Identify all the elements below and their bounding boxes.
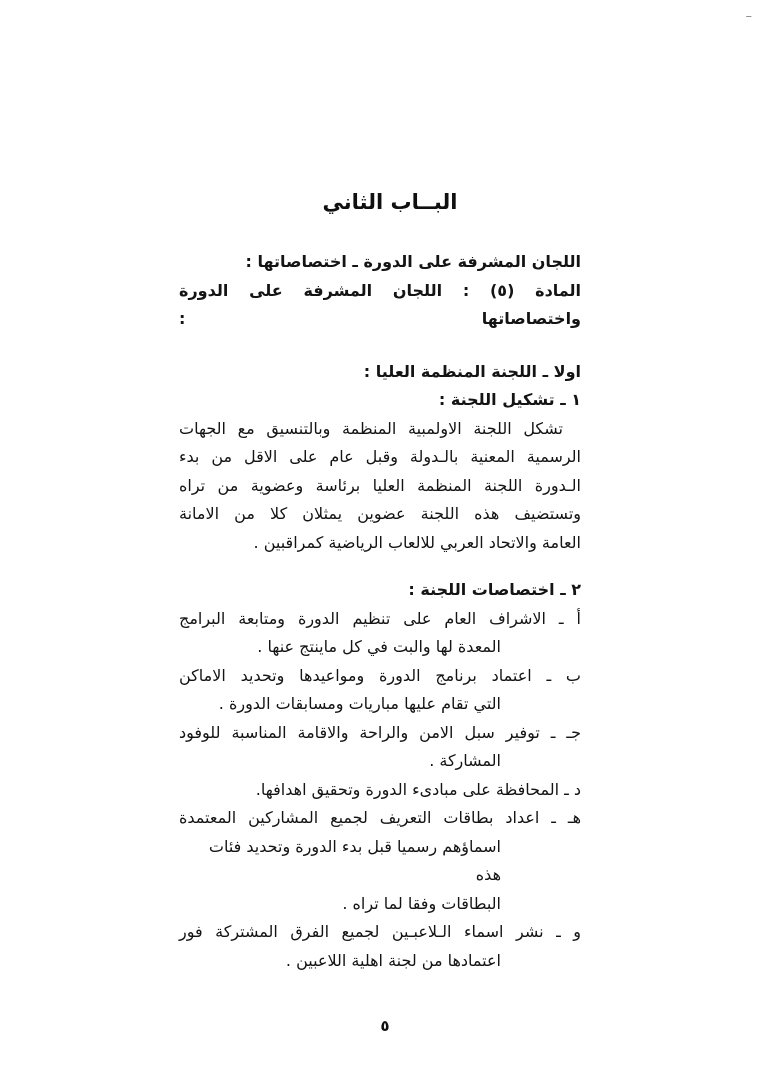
corner-dash-mark: –	[745, 9, 752, 24]
formation-paragraph-line: الـدورة اللجنة المنظمة العليا برئاسة وعضوية من تراه	[179, 475, 581, 495]
supervising-committees-heading: اللجان المشرفة على الدورة ـ اختصاصاتها :	[245, 252, 581, 271]
first-supreme-committee-heading: اولا ـ اللجنة المنظمة العليا :	[363, 361, 581, 381]
competence-item-j-line: جـ ـ توفير سبل الامن والراحة والاقامة المناسبة للوفود	[179, 722, 581, 742]
article-5-heading: المادة (٥) : اللجان المشرفة على الدورة واختصاصاتها :	[179, 280, 582, 328]
competence-item-h-line: البطاقات وفقا لما تراه .	[342, 893, 501, 913]
committee-competences-heading: ٢ ـ اختصاصات اللجنة :	[408, 580, 581, 599]
formation-paragraph-line: تشكل اللجنة الاولمبية المنظمة وبالتنسيق مع الجهات	[179, 418, 563, 438]
competence-item-h-line: اسماؤهم رسميا قبل بدء الدورة وتحديد فئات هذه	[208, 836, 501, 884]
formation-paragraph-line: وتستضيف هذه اللجنة عضوين يمثلان كلا من الامانة	[179, 504, 581, 523]
competence-item-b-line: التي تقام عليها مباريات ومسابقات الدورة .	[218, 694, 501, 713]
competence-item-j-line: المشاركة .	[429, 751, 501, 770]
page-number: ٥	[380, 1017, 390, 1035]
competence-item-a-line: أ ـ الاشراف العام على تنظيم الدورة ومتابعة البرامج	[179, 608, 581, 628]
competence-item-w-line: اعتمادها من لجنة اهلية اللاعبين .	[285, 950, 501, 970]
competence-item-h-line: هـ ـ اعداد بطاقات التعريف لجميع المشاركين المعتمدة	[179, 808, 581, 827]
chapter-title: البــاب الثاني	[322, 190, 458, 214]
document-body	[179, 248, 581, 975]
formation-paragraph-line: العامة والاتحاد العربي للالعاب الرياضية كمراقبين .	[253, 532, 581, 552]
committee-formation-heading: ١ ـ تشكيل اللجنة :	[438, 390, 581, 409]
competence-item-a-line: المعدة لها والبت في كل ماينتج عنها .	[257, 637, 501, 656]
formation-paragraph-line: الرسمية المعنية بالـدولة وقبل عام على الاقل من بدء	[179, 447, 581, 466]
competence-item-b-line: ب ـ اعتماد برنامج الدورة ومواعيدها وتحديد الاماكن	[179, 665, 581, 685]
competence-item-w-line: و ـ نشر اسماء الـلاعبـين لجميع الفرق المشتركة فور	[179, 922, 581, 941]
competence-item-d-line: د ـ المحافظة على مبادىء الدورة وتحقيق اهدافها.	[255, 779, 581, 799]
